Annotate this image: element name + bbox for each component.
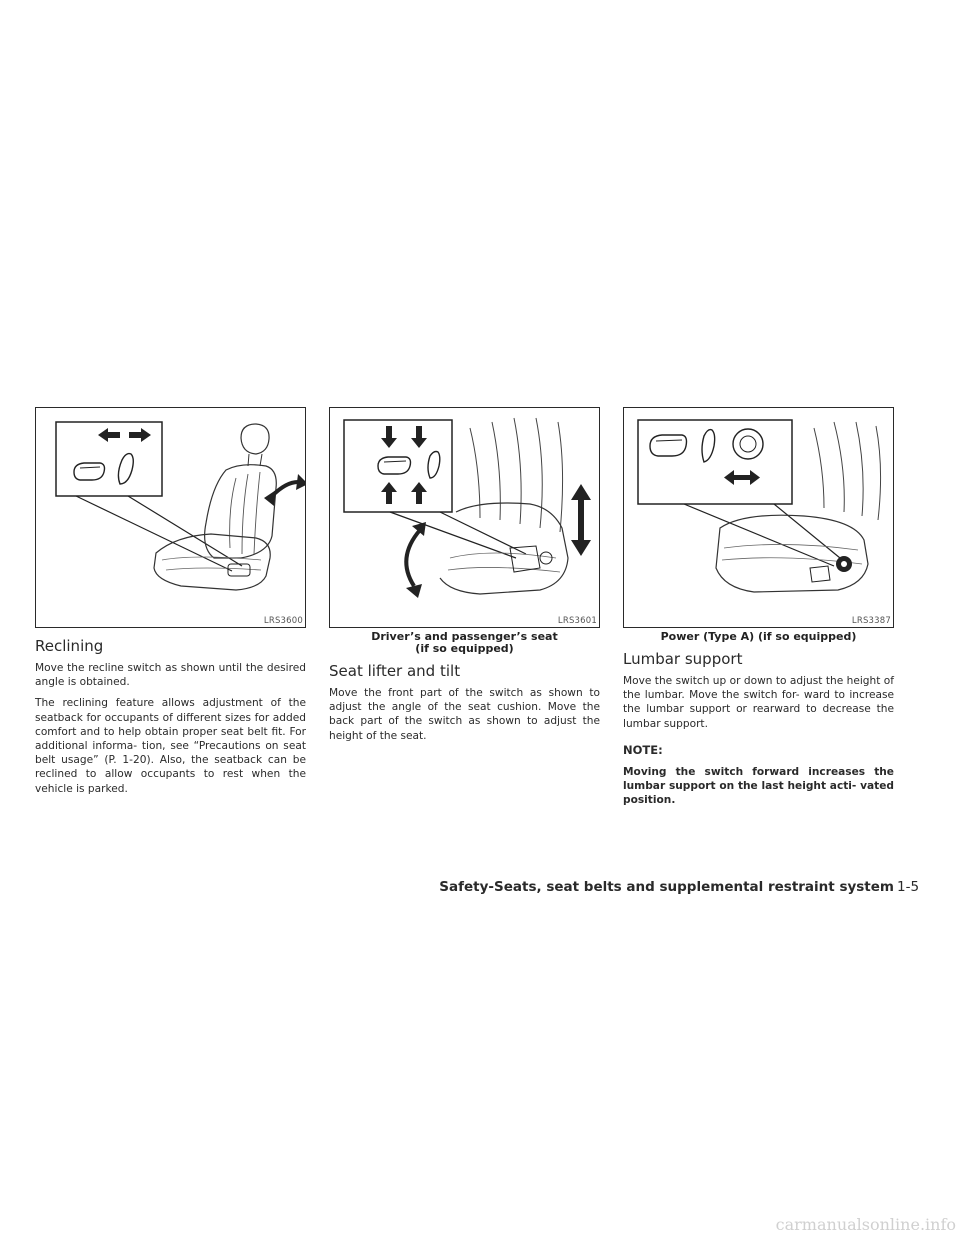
figure-code: LRS3387 (851, 616, 891, 626)
watermark: carmanualsonline.info (775, 1215, 956, 1234)
figure-seat-lifter (329, 407, 600, 628)
caption-line-1: Driver’s and passenger’s seat (371, 630, 558, 643)
column-lumbar (623, 407, 894, 807)
note-body: Moving the switch forward increases the lumbar support on the last height acti- vated position. (623, 765, 894, 807)
figure-code: LRS3601 (557, 616, 597, 626)
caption-line-2: (if so equipped) (415, 642, 514, 655)
page-number: 1-5 (897, 879, 920, 895)
column-seat-lifter (329, 407, 600, 750)
figure-caption-lumbar: Power (Type A) (if so equipped) (660, 630, 857, 643)
heading-seat-lifter: Seat lifter and tilt (329, 662, 461, 680)
note-heading: NOTE: (623, 742, 663, 757)
paragraph-reclining-2: The reclining feature allows adjustment of the seatback for occupants of different sizes for added comfort and to help obtain proper seat belt fit. For additional informa- tion, see “Precautions on seat belt usage” (P. 1-20). Also, the seatback can be reclined to allow occupants to rest when the vehicle is parked. (35, 697, 306, 795)
paragraph-reclining-1: Move the recline switch as shown until the desired angle is obtained. (35, 662, 306, 689)
paragraph-seat-lifter-1: Move the front part of the switch as shown to adjust the angle of the seat cushion. Move the back part of the switch as shown to adjust the height of the seat. (329, 687, 600, 742)
seat-lifter-illustration (330, 408, 600, 628)
paragraph-lumbar-1: Move the switch up or down to adjust the height of the lumbar. Move the switch for- ward to increase the lumbar support or rearward to decrease the lumbar support. (623, 675, 894, 730)
lumbar-illustration (624, 408, 894, 628)
column-reclining (35, 407, 306, 803)
heading-lumbar: Lumbar support (623, 650, 743, 668)
figure-reclining (35, 407, 306, 628)
footer-section-title: Safety-Seats, seat belts and supplemental restraint system (439, 879, 894, 895)
figure-code: LRS3600 (263, 616, 303, 626)
heading-reclining: Reclining (35, 637, 104, 655)
seat-recline-illustration (36, 408, 306, 628)
figure-caption-lifter (329, 631, 600, 655)
figure-lumbar (623, 407, 894, 628)
